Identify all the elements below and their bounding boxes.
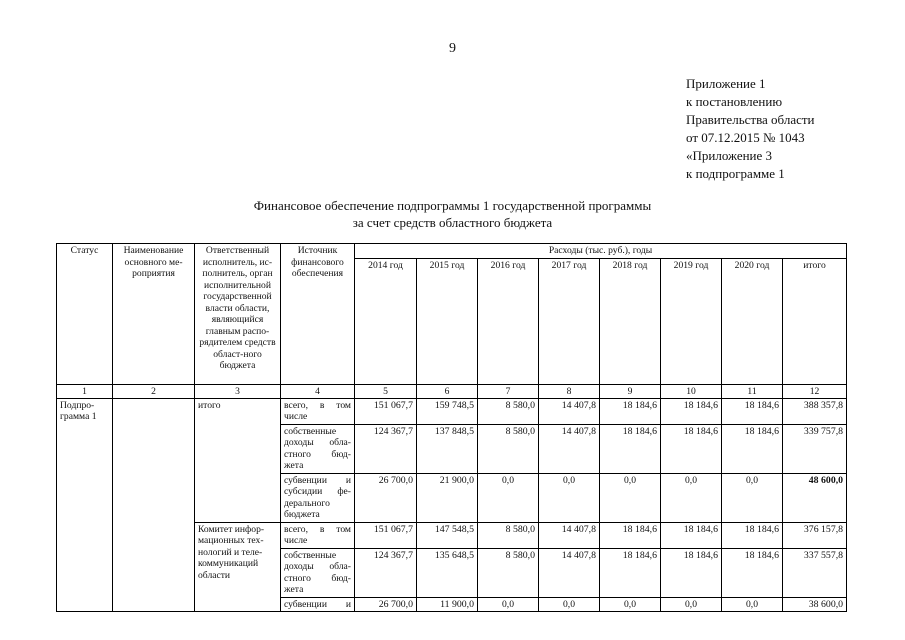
executor-cell: Комитет инфор-мационных тех-нологий и теле-коммуникаций области [195,522,281,612]
value-cell: 11 900,0 [417,597,478,612]
column-number: 10 [661,384,722,398]
document-title [0,197,905,231]
header-total: итого [783,258,847,384]
title-line-2: за счет средств областного бюджета [352,215,553,230]
value-cell: 159 748,5 [417,398,478,424]
source-cell: всего, в том числе [281,398,355,424]
value-cell: 147 548,5 [417,522,478,548]
value-cell: 18 184,6 [722,424,783,473]
value-cell: 18 184,6 [661,548,722,597]
value-cell: 14 407,8 [539,548,600,597]
header-year: 2014 год [355,258,417,384]
value-cell: 135 648,5 [417,548,478,597]
value-cell: 0,0 [539,473,600,522]
header-year: 2020 год [722,258,783,384]
total-cell: 376 157,8 [783,522,847,548]
column-number: 4 [281,384,355,398]
value-cell: 0,0 [722,473,783,522]
value-cell: 18 184,6 [600,548,661,597]
column-number: 6 [417,384,478,398]
value-cell: 21 900,0 [417,473,478,522]
financing-table [56,243,847,612]
value-cell: 18 184,6 [722,548,783,597]
appendix-block [686,75,815,183]
table-row [57,398,847,424]
header-measure: Наименование основного ме-роприятия [113,244,195,385]
value-cell: 26 700,0 [355,473,417,522]
value-cell: 137 848,5 [417,424,478,473]
header-executor: Ответственный исполнитель, ис-полнитель, орган исполнительной государственной власти области, являющийся главным распо-рядителем средств област-ного бюджета [195,244,281,385]
source-cell: субвенции и [281,597,355,612]
value-cell: 0,0 [478,473,539,522]
value-cell: 26 700,0 [355,597,417,612]
value-cell: 124 367,7 [355,424,417,473]
value-cell: 8 580,0 [478,548,539,597]
value-cell: 18 184,6 [722,522,783,548]
value-cell: 0,0 [600,597,661,612]
column-number: 8 [539,384,600,398]
source-cell: собственные доходы обла-стного бюд-жета [281,424,355,473]
source-cell: всего, в том числе [281,522,355,548]
value-cell: 0,0 [600,473,661,522]
column-number: 7 [478,384,539,398]
total-cell: 337 557,8 [783,548,847,597]
total-cell: 48 600,0 [783,473,847,522]
appendix-line: к постановлению [686,94,783,109]
column-number: 12 [783,384,847,398]
header-year: 2017 год [539,258,600,384]
source-cell: собственные доходы обла-стного бюд-жета [281,548,355,597]
title-line-1: Финансовое обеспечение подпрограммы 1 государственной программы [253,198,652,213]
status-cell: Подпро-грамма 1 [57,398,113,612]
value-cell: 18 184,6 [661,398,722,424]
executor-cell: итого [195,398,281,522]
column-number: 3 [195,384,281,398]
appendix-line: «Приложение 3 [686,148,773,163]
value-cell: 18 184,6 [661,522,722,548]
column-number: 11 [722,384,783,398]
page-number: 9 [449,41,456,56]
value-cell: 0,0 [661,597,722,612]
column-number: 1 [57,384,113,398]
column-number: 5 [355,384,417,398]
header-year: 2019 год [661,258,722,384]
appendix-line: Приложение 1 [686,76,766,91]
value-cell: 18 184,6 [600,424,661,473]
value-cell: 18 184,6 [661,424,722,473]
value-cell: 8 580,0 [478,398,539,424]
value-cell: 151 067,7 [355,522,417,548]
value-cell: 0,0 [478,597,539,612]
header-status: Статус [57,244,113,385]
total-cell: 388 357,8 [783,398,847,424]
header-expenses: Расходы (тыс. руб.), годы [355,244,847,259]
value-cell: 18 184,6 [600,398,661,424]
header-source: Источник финансового обеспечения [281,244,355,385]
header-year: 2018 год [600,258,661,384]
appendix-line: от 07.12.2015 № 1043 [686,130,805,145]
value-cell: 14 407,8 [539,522,600,548]
column-number: 9 [600,384,661,398]
appendix-line: к подпрограмме 1 [686,166,785,181]
value-cell: 124 367,7 [355,548,417,597]
measure-cell [113,398,195,612]
value-cell: 8 580,0 [478,522,539,548]
value-cell: 0,0 [661,473,722,522]
value-cell: 18 184,6 [722,398,783,424]
total-cell: 339 757,8 [783,424,847,473]
value-cell: 18 184,6 [600,522,661,548]
source-cell: субвенции и субсидии фе-дерального бюджета [281,473,355,522]
total-cell: 38 600,0 [783,597,847,612]
value-cell: 151 067,7 [355,398,417,424]
value-cell: 8 580,0 [478,424,539,473]
column-number: 2 [113,384,195,398]
header-year: 2016 год [478,258,539,384]
header-year: 2015 год [417,258,478,384]
value-cell: 14 407,8 [539,424,600,473]
appendix-line: Правительства области [686,112,815,127]
value-cell: 14 407,8 [539,398,600,424]
value-cell: 0,0 [722,597,783,612]
value-cell: 0,0 [539,597,600,612]
